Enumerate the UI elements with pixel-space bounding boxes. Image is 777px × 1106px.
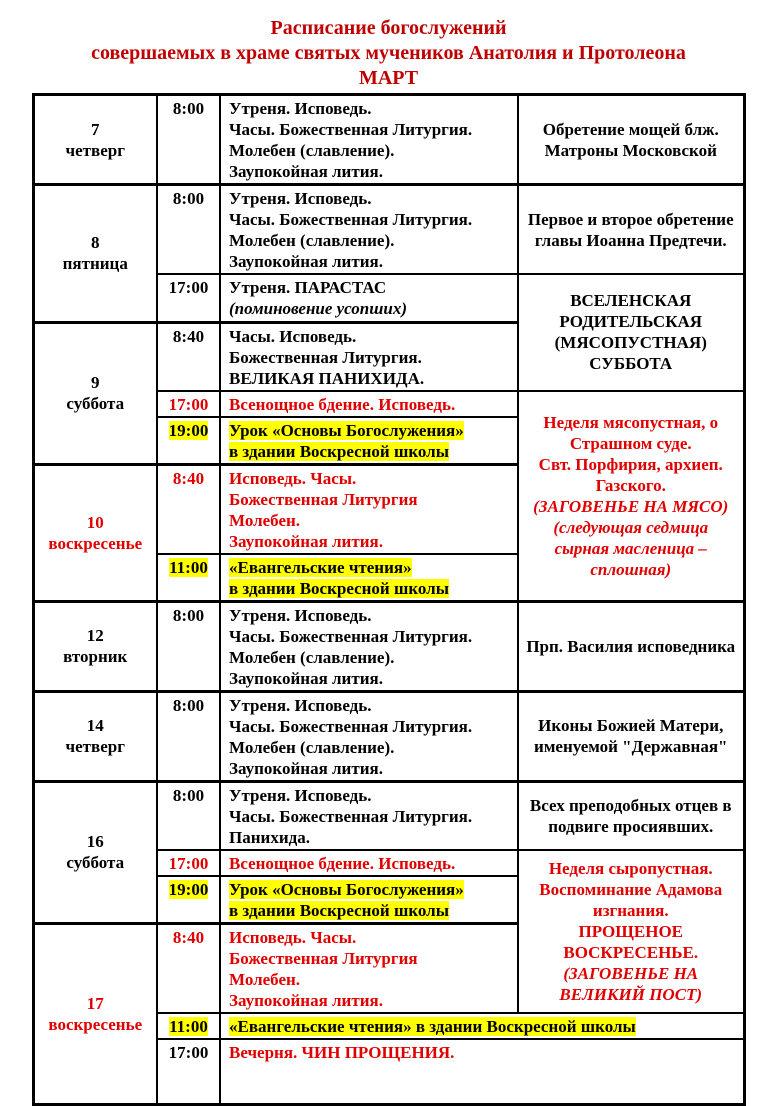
service-line: в здании Воскресной школы [229,578,449,598]
row-12-0800 [33,601,744,691]
time-value: 8:00 [172,605,205,625]
feast-line: именуемой "Державная" [534,737,728,756]
service-line: «Евангельские чтения» [229,557,412,577]
services-cell [220,691,518,781]
day-date: 8 [91,233,100,253]
day-date: 10 [86,512,104,532]
day-date: 7 [91,119,100,139]
time-cell [157,1013,220,1039]
time-value: 8:40 [172,326,205,346]
services-cell [220,464,518,554]
day-date: 16 [86,832,104,851]
services-cell [220,601,518,691]
service-line: Часы. Божественная Литургия. [229,716,473,736]
title-line-2: совершаемых в храме святых мучеников Анатолия и Протолеона [91,42,686,64]
feast-line: сырная масленица – [554,538,707,558]
feast-line: Неделя мясопустная, о [543,412,719,432]
feast-line: СУББОТА [589,354,673,374]
service-line: Молебен. [229,969,301,989]
time-value: 19:00 [168,420,209,440]
day-cell-8 [33,185,157,323]
service-line: Часы. Божественная Литургия. [229,626,473,646]
schedule-table [32,93,746,1106]
day-cell-7 [33,95,157,185]
time-cell [157,274,220,322]
time-value: 11:00 [169,1016,208,1036]
feast-cell-syropustnaya [518,850,744,1013]
day-date: 12 [86,626,104,645]
time-value: 8:00 [172,189,205,208]
services-cell [220,876,518,924]
service-line: Молебен (славление). [229,141,395,160]
row-8-0800 [33,185,744,275]
title-month: МАРТ [358,67,419,89]
service-line: Божественная Литургия [229,948,418,968]
service-line: в здании Воскресной школы [229,441,449,461]
day-weekday: воскресенье [48,1014,143,1034]
day-weekday: пятница [62,254,128,274]
day-date: 9 [91,373,100,392]
feast-line: Всех преподобных отцев в [529,795,732,815]
row-7-0800 [33,95,744,185]
time-cell [157,185,220,275]
service-line: Часы. Божественная Литургия. [229,120,473,139]
time-cell [157,554,220,602]
feast-line: Воспоминание Адамова [539,879,723,899]
feast-line: Обретение мощей блж. [542,119,719,139]
feast-cell [518,691,744,781]
day-cell-16 [33,781,157,923]
feast-line: сплошная) [590,559,672,579]
services-cell [220,417,518,465]
feast-cell [518,185,744,275]
time-value: 8:40 [172,927,205,947]
feast-line: (МЯСОПУСТНАЯ) [554,333,707,353]
service-line: Панихида. [229,827,310,847]
service-line: Божественная Литургия. [229,347,422,367]
time-value: 19:00 [168,879,209,899]
time-cell [157,601,220,691]
feast-cell [518,781,744,850]
day-weekday: суббота [66,394,125,413]
time-cell [157,417,220,465]
services-cell [220,185,518,275]
feast-line: Матроны Московской [544,140,717,160]
service-line: Утреня. Исповедь. [229,99,372,118]
feast-line: (ЗАГОВЕНЬЕ НА МЯСО) [533,496,729,516]
time-cell [157,850,220,876]
page-title [0,0,777,91]
services-cell [220,95,518,185]
time-cell [157,691,220,781]
feast-line: Страшном суде. [569,433,692,453]
services-cell [220,850,518,876]
day-date: 17 [86,993,104,1013]
feast-line: ВОСКРЕСЕНЬЕ. [563,942,699,962]
service-line: Исповедь. Часы. [229,927,357,947]
feast-cell [518,95,744,185]
service-line: Исповедь. Часы. [229,468,357,488]
day-weekday: суббота [66,853,125,872]
service-line: Всенощное бдение. Исповедь. [229,394,456,414]
day-cell-9 [33,322,157,464]
service-line: Часы. Божественная Литургия. [229,210,473,229]
feast-line: Первое и второе обретение [527,209,734,229]
services-cell [220,1039,744,1105]
service-line: Молебен. [229,510,301,530]
feast-cell-myasopustnaya [518,391,744,602]
time-cell [157,464,220,554]
time-cell [157,923,220,1013]
day-weekday: вторник [63,647,128,666]
feast-line: Свт. Порфирия, архиеп. [538,454,723,474]
feast-line: ВЕЛИКИЙ ПОСТ) [559,984,703,1004]
time-value: 11:00 [169,557,208,577]
service-line: ВЕЛИКАЯ ПАНИХИДА. [229,368,425,388]
service-line: Вечерня. ЧИН ПРОЩЕНИЯ. [229,1042,455,1062]
day-cell-17 [33,923,157,1105]
service-line: Молебен (славление). [229,647,395,667]
feast-line: главы Иоанна Предтечи. [534,230,727,250]
services-cell [220,322,518,391]
day-cell-10 [33,464,157,601]
feast-line: Газского. [595,475,666,495]
time-value: 8:00 [172,785,205,805]
service-line: Заупокойная лития. [229,990,383,1010]
time-cell [157,391,220,417]
day-weekday: четверг [65,140,125,160]
services-cell [220,274,518,322]
service-line: Заупокойная лития. [229,162,383,181]
feast-line: Иконы Божией Матери, [538,716,724,735]
feast-line: РОДИТЕЛЬСКАЯ [559,312,703,332]
feast-line: подвиге просиявших. [548,816,714,836]
time-cell [157,95,220,185]
service-line: в здании Воскресной школы [229,900,449,920]
service-line: Утреня. Исповедь. [229,605,372,625]
feast-cell-roditelskaya [518,274,744,391]
time-value: 8:00 [172,99,205,118]
feast-line: изгнания. [592,900,669,920]
feast-line: (следующая седмица [553,517,709,537]
time-cell [157,876,220,924]
service-line: «Евангельские чтения» в здании Воскресной школы [229,1016,636,1036]
feast-line: ПРОЩЕНОЕ [578,921,684,941]
services-cell [220,781,518,850]
time-value: 17:00 [168,1042,209,1062]
row-14-0800 [33,691,744,781]
service-line: Урок «Основы Богослужения» [229,420,464,440]
service-line: Утреня. Исповедь. [229,695,372,715]
title-line-1: Расписание богослужений [270,17,507,39]
services-cell [220,923,518,1013]
feast-line: (ЗАГОВЕНЬЕ НА [563,963,699,983]
row-16-0800 [33,781,744,850]
service-line: Молебен (славление). [229,737,395,757]
services-cell [220,391,518,417]
day-weekday: воскресенье [48,533,143,553]
service-line: Заупокойная лития. [229,668,383,688]
service-line: Утреня. ПАРАСТАС [229,278,387,297]
service-line: Заупокойная лития. [229,758,383,778]
services-cell [220,554,518,602]
time-value: 8:00 [172,695,205,715]
time-value: 17:00 [168,853,209,873]
service-line: Утреня. Исповедь. [229,785,372,805]
service-line: Заупокойная лития. [229,252,383,271]
time-value: 17:00 [168,278,209,297]
feast-line: Неделя сыропустная. [548,858,713,878]
service-line: Часы. Божественная Литургия. [229,806,473,826]
day-weekday: четверг [65,737,125,756]
time-cell [157,322,220,391]
time-cell [157,781,220,850]
day-cell-14 [33,691,157,781]
service-line: (поминовение усопших) [229,299,408,318]
feast-cell [518,601,744,691]
services-cell [220,1013,744,1039]
feast-line: ВСЕЛЕНСКАЯ [570,291,692,311]
time-value: 8:40 [172,468,205,488]
day-cell-12 [33,601,157,691]
time-cell [157,1039,220,1105]
time-value: 17:00 [168,394,209,414]
service-line: Часы. Исповедь. [229,326,357,346]
service-line: Утреня. Исповедь. [229,189,372,208]
service-line: Молебен (славление). [229,231,395,250]
day-date: 14 [86,716,104,735]
feast-line: Прп. Василия исповедника [526,636,736,656]
service-line: Всенощное бдение. Исповедь. [229,853,456,873]
service-line: Урок «Основы Богослужения» [229,879,464,899]
service-line: Божественная Литургия [229,489,418,509]
service-line: Заупокойная лития. [229,531,383,551]
